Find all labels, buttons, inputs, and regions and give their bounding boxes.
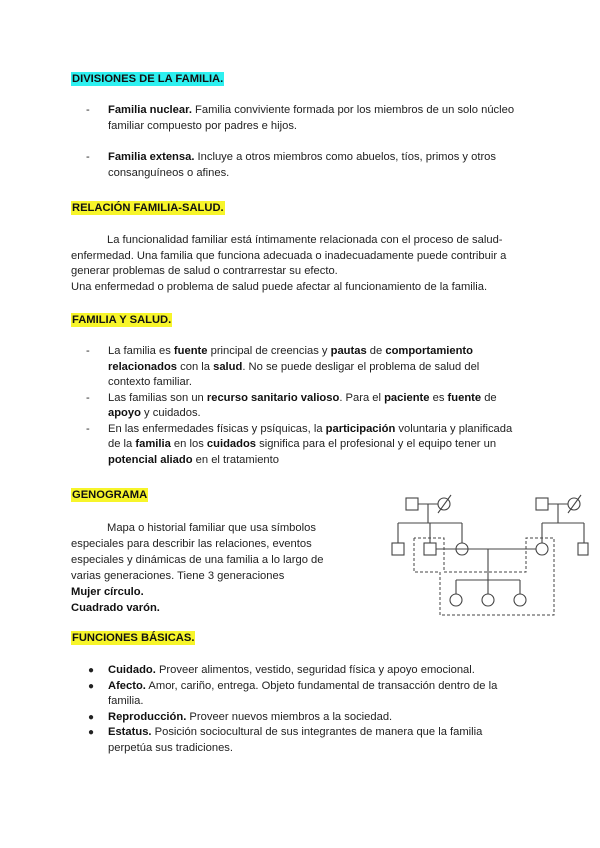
heading-familia-salud: FAMILIA Y SALUD. <box>72 314 172 326</box>
bold-term: cuidados <box>206 438 257 450</box>
bold-term: participación <box>325 422 396 435</box>
divisiones-list <box>86 103 526 181</box>
text: de <box>481 391 497 404</box>
familia-salud-list <box>86 344 518 468</box>
list-marker: - <box>86 345 90 357</box>
list-item <box>86 150 526 181</box>
bold-term: pautas <box>330 345 367 357</box>
text: en el tratamiento <box>192 453 279 466</box>
text: y cuidados. <box>140 407 201 419</box>
genograma-mujer: Mujer círculo. <box>71 586 144 598</box>
genograma-text: Mapa o historial familiar que usa símbolos especiales para describir las relaciones, eventos especiales y dinámicas de una familia a lo largo de varias generaciones. Tiene 3 generaciones <box>71 522 324 582</box>
bold-term: recurso sanitario valioso <box>206 391 340 404</box>
bold-term: fuente <box>447 391 482 404</box>
text: significa para el profesional y el equipo tener un <box>256 438 497 450</box>
list-marker: - <box>86 151 90 163</box>
list-item <box>86 391 518 422</box>
definition-text: Posición sociocultural de sus integrantes de manera que la familia perpetúa sus tradiciones. <box>108 726 483 754</box>
bold-term: potencial aliado <box>108 453 193 466</box>
bold-term: apoyo <box>108 407 141 419</box>
heading-genograma: GENOGRAMA <box>72 489 148 501</box>
heading-relacion: RELACIÓN FAMILIA-SALUD. <box>72 202 224 214</box>
list-item <box>86 344 518 391</box>
uncle-right-square <box>578 543 588 555</box>
child-circle-2 <box>482 594 494 606</box>
text: es <box>429 391 448 404</box>
list-marker: - <box>86 422 90 435</box>
text: Las familias son un <box>108 391 207 404</box>
term-estatus: Estatus. <box>108 726 152 738</box>
term-familia-extensa: Familia extensa. <box>108 151 195 163</box>
bold-term: salud <box>213 360 243 373</box>
bold-term: paciente <box>384 391 430 404</box>
term-familia-nuclear: Familia nuclear. <box>108 104 192 116</box>
relacion-paragraph <box>71 233 531 295</box>
definition-text: Proveer nuevos miembros a la sociedad. <box>186 710 393 723</box>
relacion-text-2: Una enfermedad o problema de salud puede afectar al funcionamiento de la familia. <box>71 280 488 293</box>
text: con la <box>177 360 214 373</box>
heading-divisiones: DIVISIONES DE LA FAMILIA. <box>72 73 224 85</box>
bullet: ● <box>88 680 95 692</box>
genograma-paragraph <box>71 520 356 616</box>
text: de <box>366 345 386 357</box>
bullet: ● <box>88 711 95 723</box>
relacion-text-1: La funcionalidad familiar está íntimamente relacionada con el proceso de salud-enfermedad. Una familia que funciona adecuada o inadecuadamente puede contribuir a generar problemas de salud o contrarrestar su efecto. <box>71 234 507 277</box>
term-cuidado: Cuidado. <box>108 664 156 676</box>
text: principal de creencias y <box>207 345 331 357</box>
genogram-diagram <box>384 488 589 618</box>
term-afecto: Afecto. <box>108 679 146 692</box>
father-square <box>424 543 436 555</box>
text: . No se puede desligar el problema de salud del contexto familiar. <box>108 360 480 388</box>
bold-term: familia <box>135 438 171 450</box>
bullet: ● <box>88 727 95 738</box>
definition-text: Amor, cariño, entrega. Objeto fundamental de transacción dentro de la familia. <box>108 679 498 707</box>
text: La familia es <box>108 345 174 357</box>
grandfather-right-square <box>536 498 548 510</box>
definition-text: Proveer alimentos, vestido, seguridad física y apoyo emocional. <box>155 664 475 676</box>
text: voluntaria y planificada de la <box>108 422 513 450</box>
list-marker: - <box>86 391 90 404</box>
mother-circle <box>536 543 548 555</box>
list-item <box>86 422 518 469</box>
list-item <box>86 725 526 756</box>
list-item <box>86 663 526 679</box>
definition-text: Familia conviviente formada por los miembros de un solo núcleo familiar compuesto por padres e hijos. <box>108 104 515 132</box>
funciones-list <box>86 663 526 756</box>
bold-term: fuente <box>173 345 208 357</box>
term-reproduccion: Reproducción. <box>108 710 187 723</box>
list-item <box>86 710 526 726</box>
text: En las enfermedades físicas y psíquicas, la <box>108 422 326 435</box>
heading-funciones: FUNCIONES BÁSICAS. <box>72 632 195 644</box>
bullet: ● <box>88 665 95 676</box>
child-circle-1 <box>450 594 462 606</box>
definition-text: Incluye a otros miembros como abuelos, tíos, primos y otros consanguíneos o afines. <box>108 151 496 179</box>
genograma-varon: Cuadrado varón. <box>71 602 160 614</box>
uncle-left-square <box>392 543 404 555</box>
bold-term: comportamiento relacionados <box>108 345 473 373</box>
grandfather-left-square <box>406 498 418 510</box>
child-circle-3 <box>514 594 526 606</box>
list-item <box>86 103 526 134</box>
list-item <box>86 679 526 710</box>
text: en los <box>170 438 207 450</box>
list-marker: - <box>86 104 90 116</box>
text: . Para el <box>339 391 385 404</box>
